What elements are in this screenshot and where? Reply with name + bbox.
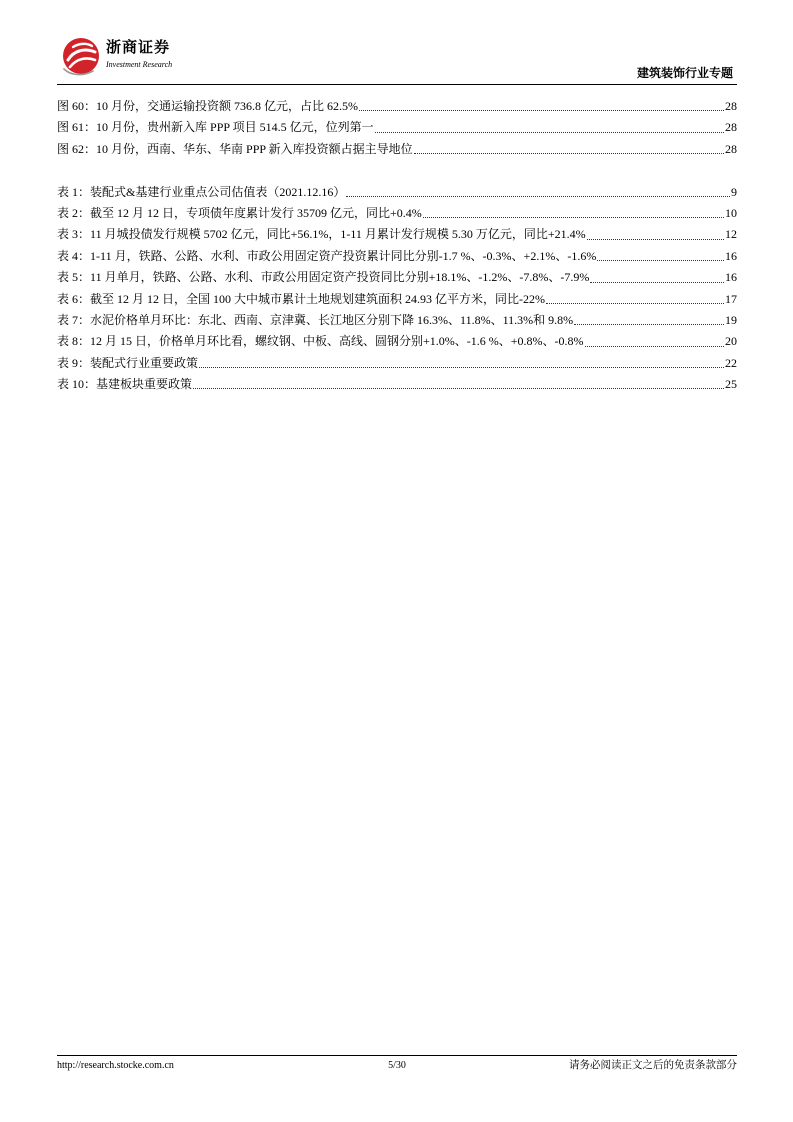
toc-entry-table-8[interactable]: [57, 331, 737, 352]
toc-entry-label: 表 4：: [57, 248, 91, 263]
toc-entry-page-number: 12: [725, 227, 737, 242]
toc-entry-page-number: 28: [725, 120, 737, 135]
toc-entry-figure-61[interactable]: [57, 117, 737, 138]
toc-entry-title: [57, 182, 345, 203]
toc-entry-figure-62[interactable]: [57, 139, 737, 160]
toc-entry-table-2[interactable]: [57, 203, 737, 224]
toc-section-spacer: [57, 160, 737, 181]
toc-entry-title: [57, 246, 596, 267]
toc-entry-label: 表 8：: [57, 334, 91, 349]
toc-entry-label: 图 60：: [57, 98, 97, 113]
toc-entry-label: 表 9：: [57, 355, 91, 370]
toc-entry-table-7[interactable]: [57, 310, 737, 331]
toc-entry-title: [57, 374, 192, 395]
toc-entry-table-6[interactable]: [57, 289, 737, 310]
footer-divider: [57, 1055, 737, 1056]
toc-entry-title: [57, 353, 198, 374]
logo-company-subtitle: Investment Research: [106, 60, 173, 69]
toc-entry-page-number: 16: [725, 248, 737, 263]
toc-entry-table-10[interactable]: [57, 374, 737, 395]
dot-leader: [423, 217, 724, 218]
toc-entry-title: [57, 203, 422, 224]
toc-entry-page-number: 10: [725, 205, 737, 220]
toc-entry-label: 表 6：: [57, 291, 91, 306]
toc-entry-title: [57, 331, 584, 352]
toc-entry-text: 10 月份，西南、华东、华南 PPP 新入库投资额占据主导地位: [96, 141, 413, 156]
toc-entry-label: 表 3：: [57, 227, 91, 242]
toc-entry-label: 表 2：: [57, 205, 91, 220]
toc-entry-table-9[interactable]: [57, 353, 737, 374]
toc-entry-label: 表 10：: [57, 377, 97, 392]
page-footer: [57, 1059, 737, 1073]
toc-entry-text: 11 月城投债发行规模 5702 亿元，同比+56.1%，1-11 月累计发行规模 5.30 万亿元，同比+21.4%: [90, 227, 586, 242]
zheshang-securities-logo-icon: [60, 36, 102, 76]
toc-entry-page-number: 19: [725, 312, 737, 327]
dot-leader: [414, 153, 724, 154]
toc-entry-page-number: 28: [725, 141, 737, 156]
dot-leader: [346, 196, 730, 197]
toc-entry-text: 截至 12 月 12 日，全国 100 大中城市累计土地规划建筑面积 24.93 亿平方米，同比-22%: [90, 291, 546, 306]
dot-leader: [590, 282, 724, 283]
dot-leader: [193, 388, 724, 389]
toc-entry-page-number: 16: [725, 270, 737, 285]
toc-entry-label: 表 7：: [57, 312, 91, 327]
toc-entry-table-3[interactable]: [57, 224, 737, 245]
toc-entry-title: [57, 117, 374, 138]
toc-entry-table-1[interactable]: [57, 182, 737, 203]
dot-leader: [546, 303, 724, 304]
toc-entry-text: 水泥价格单月环比：东北、西南、京津冀、长江地区分别下降 16.3%、11.8%、11.3%和 9.8%: [90, 312, 574, 327]
toc-entry-title: [57, 139, 413, 160]
toc-entry-title: [57, 96, 358, 117]
dot-leader: [359, 110, 724, 111]
toc-entry-page-number: 25: [725, 377, 737, 392]
toc-entry-text: 基建板块重要政策: [96, 377, 193, 392]
dot-leader: [199, 367, 724, 368]
logo-company-name: 浙商证券: [106, 40, 171, 56]
toc-entry-text: 10 月份，交通运输投资额 736.8 亿元，占比 62.5%: [96, 98, 359, 113]
toc-entry-page-number: 28: [725, 98, 737, 113]
list-of-figures-and-tables: [57, 96, 737, 395]
toc-entry-label: 表 1：: [57, 184, 91, 199]
toc-entry-title: [57, 289, 545, 310]
header-divider: [57, 84, 737, 85]
toc-entry-page-number: 20: [725, 334, 737, 349]
toc-entry-figure-60[interactable]: [57, 96, 737, 117]
toc-entry-label: 图 61：: [57, 120, 97, 135]
toc-entry-label: 表 5：: [57, 270, 91, 285]
dot-leader: [375, 132, 724, 133]
toc-entry-text: 装配式行业重要政策: [90, 355, 199, 370]
toc-entry-title: [57, 310, 573, 331]
toc-entry-text: 10 月份，贵州新入库 PPP 项目 514.5 亿元，位列第一: [96, 120, 374, 135]
dot-leader: [587, 239, 724, 240]
dot-leader: [597, 260, 724, 261]
toc-entry-text: 装配式&基建行业重点公司估值表（2021.12.16）: [90, 184, 346, 199]
dot-leader: [585, 346, 724, 347]
toc-entry-text: 12 月 15 日，价格单月环比看，螺纹钢、中板、高线、圆钢分别+1.0%、-1.6 %、+0.8%、-0.8%: [90, 334, 584, 349]
footer-disclaimer: 请务必阅读正文之后的免责条款部分: [569, 1060, 737, 1071]
report-category-title: 建筑装饰行业专题: [636, 66, 733, 80]
toc-entry-text: 11 月单月，铁路、公路、水利、市政公用固定资产投资同比分别+18.1%、-1.2%、-7.8%、-7.9%: [90, 270, 590, 285]
toc-entry-title: [57, 224, 586, 245]
toc-entry-page-number: 9: [731, 184, 737, 199]
toc-entry-page-number: 22: [725, 355, 737, 370]
toc-entry-text: 截至 12 月 12 日，专项债年度累计发行 35709 亿元，同比+0.4%: [90, 205, 422, 220]
toc-entry-title: [57, 267, 589, 288]
toc-entry-label: 图 62：: [57, 141, 97, 156]
page-number: 5/30: [388, 1060, 406, 1071]
toc-entry-table-5[interactable]: [57, 267, 737, 288]
dot-leader: [574, 324, 724, 325]
footer-website-link[interactable]: http://research.stocke.com.cn: [57, 1060, 174, 1071]
toc-entry-page-number: 17: [725, 291, 737, 306]
toc-entry-table-4[interactable]: [57, 246, 737, 267]
toc-entry-text: 1-11 月，铁路、公路、水利、市政公用固定资产投资累计同比分别-1.7 %、-0.3%、+2.1%、-1.6%: [90, 248, 597, 263]
